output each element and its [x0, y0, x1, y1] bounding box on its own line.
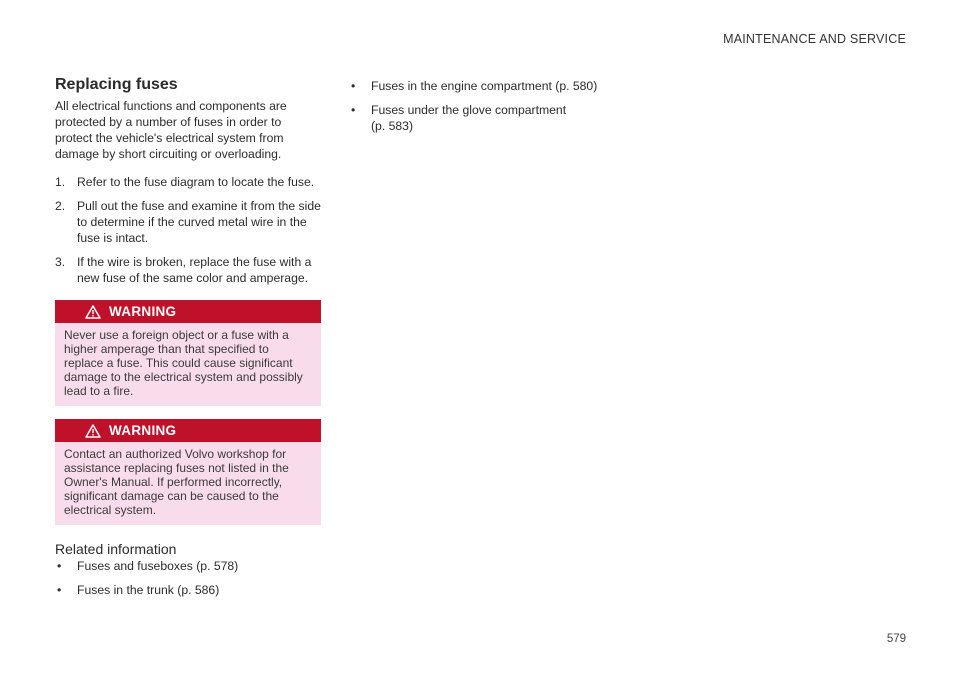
step-text: If the wire is broken, replace the fuse with a new fuse of the same color and amperage. [77, 255, 312, 285]
related-link[interactable] [349, 78, 619, 94]
warning-label: WARNING [109, 423, 177, 438]
intro-paragraph: All electrical functions and components are protected by a number of fuses in order to protect the vehicle's electrical system from damage by short circuiting or overloading. [55, 99, 287, 161]
warning-header [55, 419, 321, 442]
related-link-text[interactable]: Fuses under the glove compartment (p. 583) [371, 103, 567, 133]
warning-label: WARNING [109, 304, 177, 319]
step-text: Refer to the fuse diagram to locate the fuse. [77, 175, 315, 189]
related-information-heading: Related information [55, 541, 177, 557]
section-header: MAINTENANCE AND SERVICE [723, 32, 906, 46]
related-links-list-continued [349, 78, 619, 134]
step-item [55, 174, 321, 190]
bullet-icon: • [57, 559, 62, 573]
warning-box [55, 300, 321, 406]
warning-box [55, 419, 321, 525]
related-links-list [55, 558, 321, 598]
warning-text: Never use a foreign object or a fuse with a higher amperage than that specified to replace a fuse. This could cause significant damage to the electrical system and possibly lead to a fire. [64, 328, 303, 398]
related-link-text[interactable]: Fuses in the engine compartment (p. 580) [371, 79, 598, 93]
related-link-text[interactable]: Fuses and fuseboxes (p. 578) [77, 559, 239, 573]
warning-text: Contact an authorized Volvo workshop for assistance replacing fuses not listed in the Owner's Manual. If performed incorrectly, significant damage can be caused to the electrical system. [64, 447, 289, 517]
step-number: 2. [55, 199, 66, 213]
steps-list [55, 174, 321, 286]
left-column [55, 76, 321, 606]
related-link[interactable] [349, 102, 571, 134]
step-item [55, 198, 321, 246]
step-number: 3. [55, 255, 66, 269]
step-text: Pull out the fuse and examine it from the side to determine if the curved metal wire in the fuse is intact. [77, 199, 321, 245]
related-link[interactable] [55, 558, 321, 574]
page-title: Replacing fuses [55, 76, 178, 93]
related-link-text[interactable]: Fuses in the trunk (p. 586) [77, 583, 220, 597]
right-column [349, 78, 619, 142]
step-number: 1. [55, 175, 66, 189]
bullet-icon: • [351, 79, 356, 93]
step-item [55, 254, 321, 286]
warning-triangle-icon [85, 424, 101, 438]
page-number: 579 [886, 633, 906, 645]
bullet-icon: • [57, 583, 62, 597]
related-link[interactable] [55, 582, 321, 598]
warning-triangle-icon [85, 305, 101, 319]
bullet-icon: • [351, 103, 356, 117]
warning-header [55, 300, 321, 323]
